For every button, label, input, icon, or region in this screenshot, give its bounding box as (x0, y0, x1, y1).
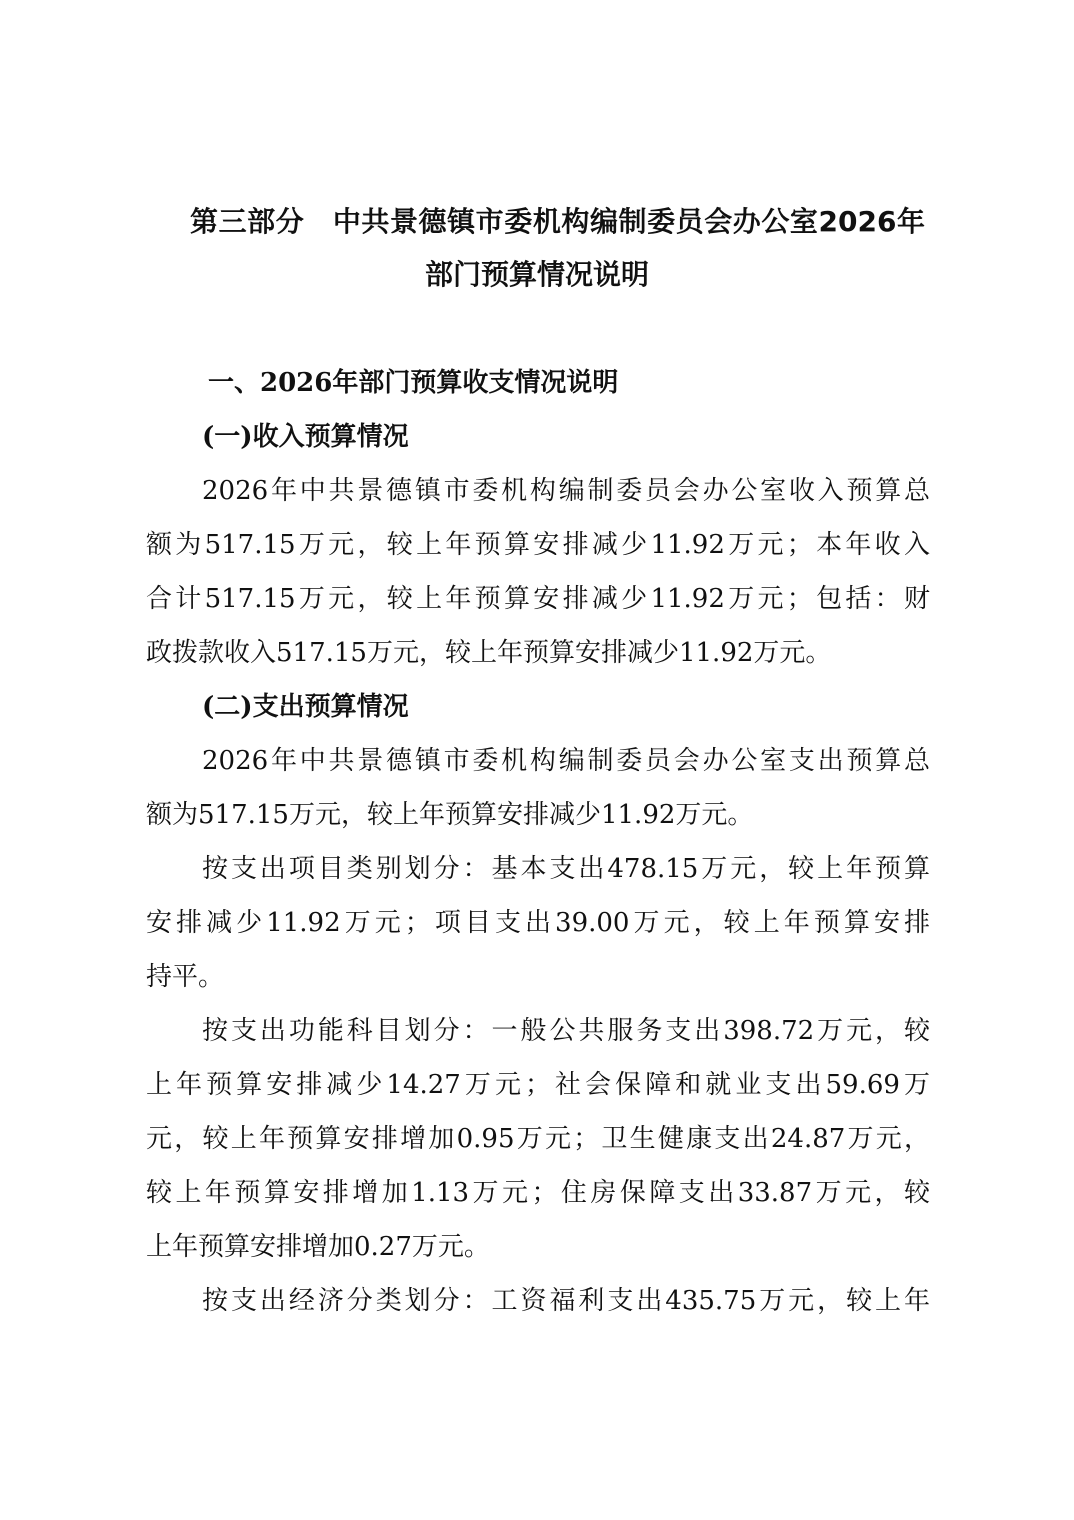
text-line: 2026年中共景德镇市委机构编制委员会办公室支出预算总 (202, 746, 930, 776)
text-line: 较上年预算安排增加1.13万元；住房保障支出33.87万元，较 (146, 1178, 930, 1208)
text-line: 额为517.15万元，较上年预算安排减少11.92万元；本年收入 (146, 530, 930, 560)
expense-paragraph-total (146, 734, 930, 842)
document-title-line1: 第三部分 中共景德镇市委机构编制委员会办公室2026年 (190, 205, 925, 238)
text-line: 政拨款收入517.15万元，较上年预算安排减少11.92万元。 (146, 638, 832, 668)
income-paragraph (146, 464, 930, 680)
expense-paragraph-by-function (146, 1004, 930, 1274)
expense-paragraph-by-economic (146, 1274, 930, 1328)
text-line: 按支出项目类别划分：基本支出478.15万元，较上年预算 (202, 854, 930, 884)
text-line: 额为517.15万元，较上年预算安排减少11.92万元。 (146, 800, 754, 830)
text-line: 上年预算安排减少14.27万元；社会保障和就业支出59.69万 (146, 1070, 930, 1100)
text-line: 持平。 (146, 962, 225, 992)
text-line: 按支出功能科目划分：一般公共服务支出398.72万元，较 (202, 1016, 930, 1046)
text-line: 按支出经济分类划分：工资福利支出435.75万元，较上年 (202, 1286, 930, 1316)
text-line: 安排减少11.92万元；项目支出39.00万元，较上年预算安排 (146, 908, 930, 938)
text-line: 上年预算安排增加0.27万元。 (146, 1232, 490, 1262)
text-line: 元，较上年预算安排增加0.95万元；卫生健康支出24.87万元， (146, 1124, 930, 1154)
section-heading: 一、2026年部门预算收支情况说明 (208, 368, 619, 398)
text-line: 2026年中共景德镇市委机构编制委员会办公室收入预算总 (202, 476, 930, 506)
expense-paragraph-by-project (146, 842, 930, 1004)
income-heading: (一)收入预算情况 (202, 422, 409, 452)
document-body (146, 356, 930, 1328)
text-line: 合计517.15万元，较上年预算安排减少11.92万元；包括：财 (146, 584, 930, 614)
expense-heading: (二)支出预算情况 (202, 692, 409, 722)
document-title-line2: 部门预算情况说明 (424, 258, 649, 291)
